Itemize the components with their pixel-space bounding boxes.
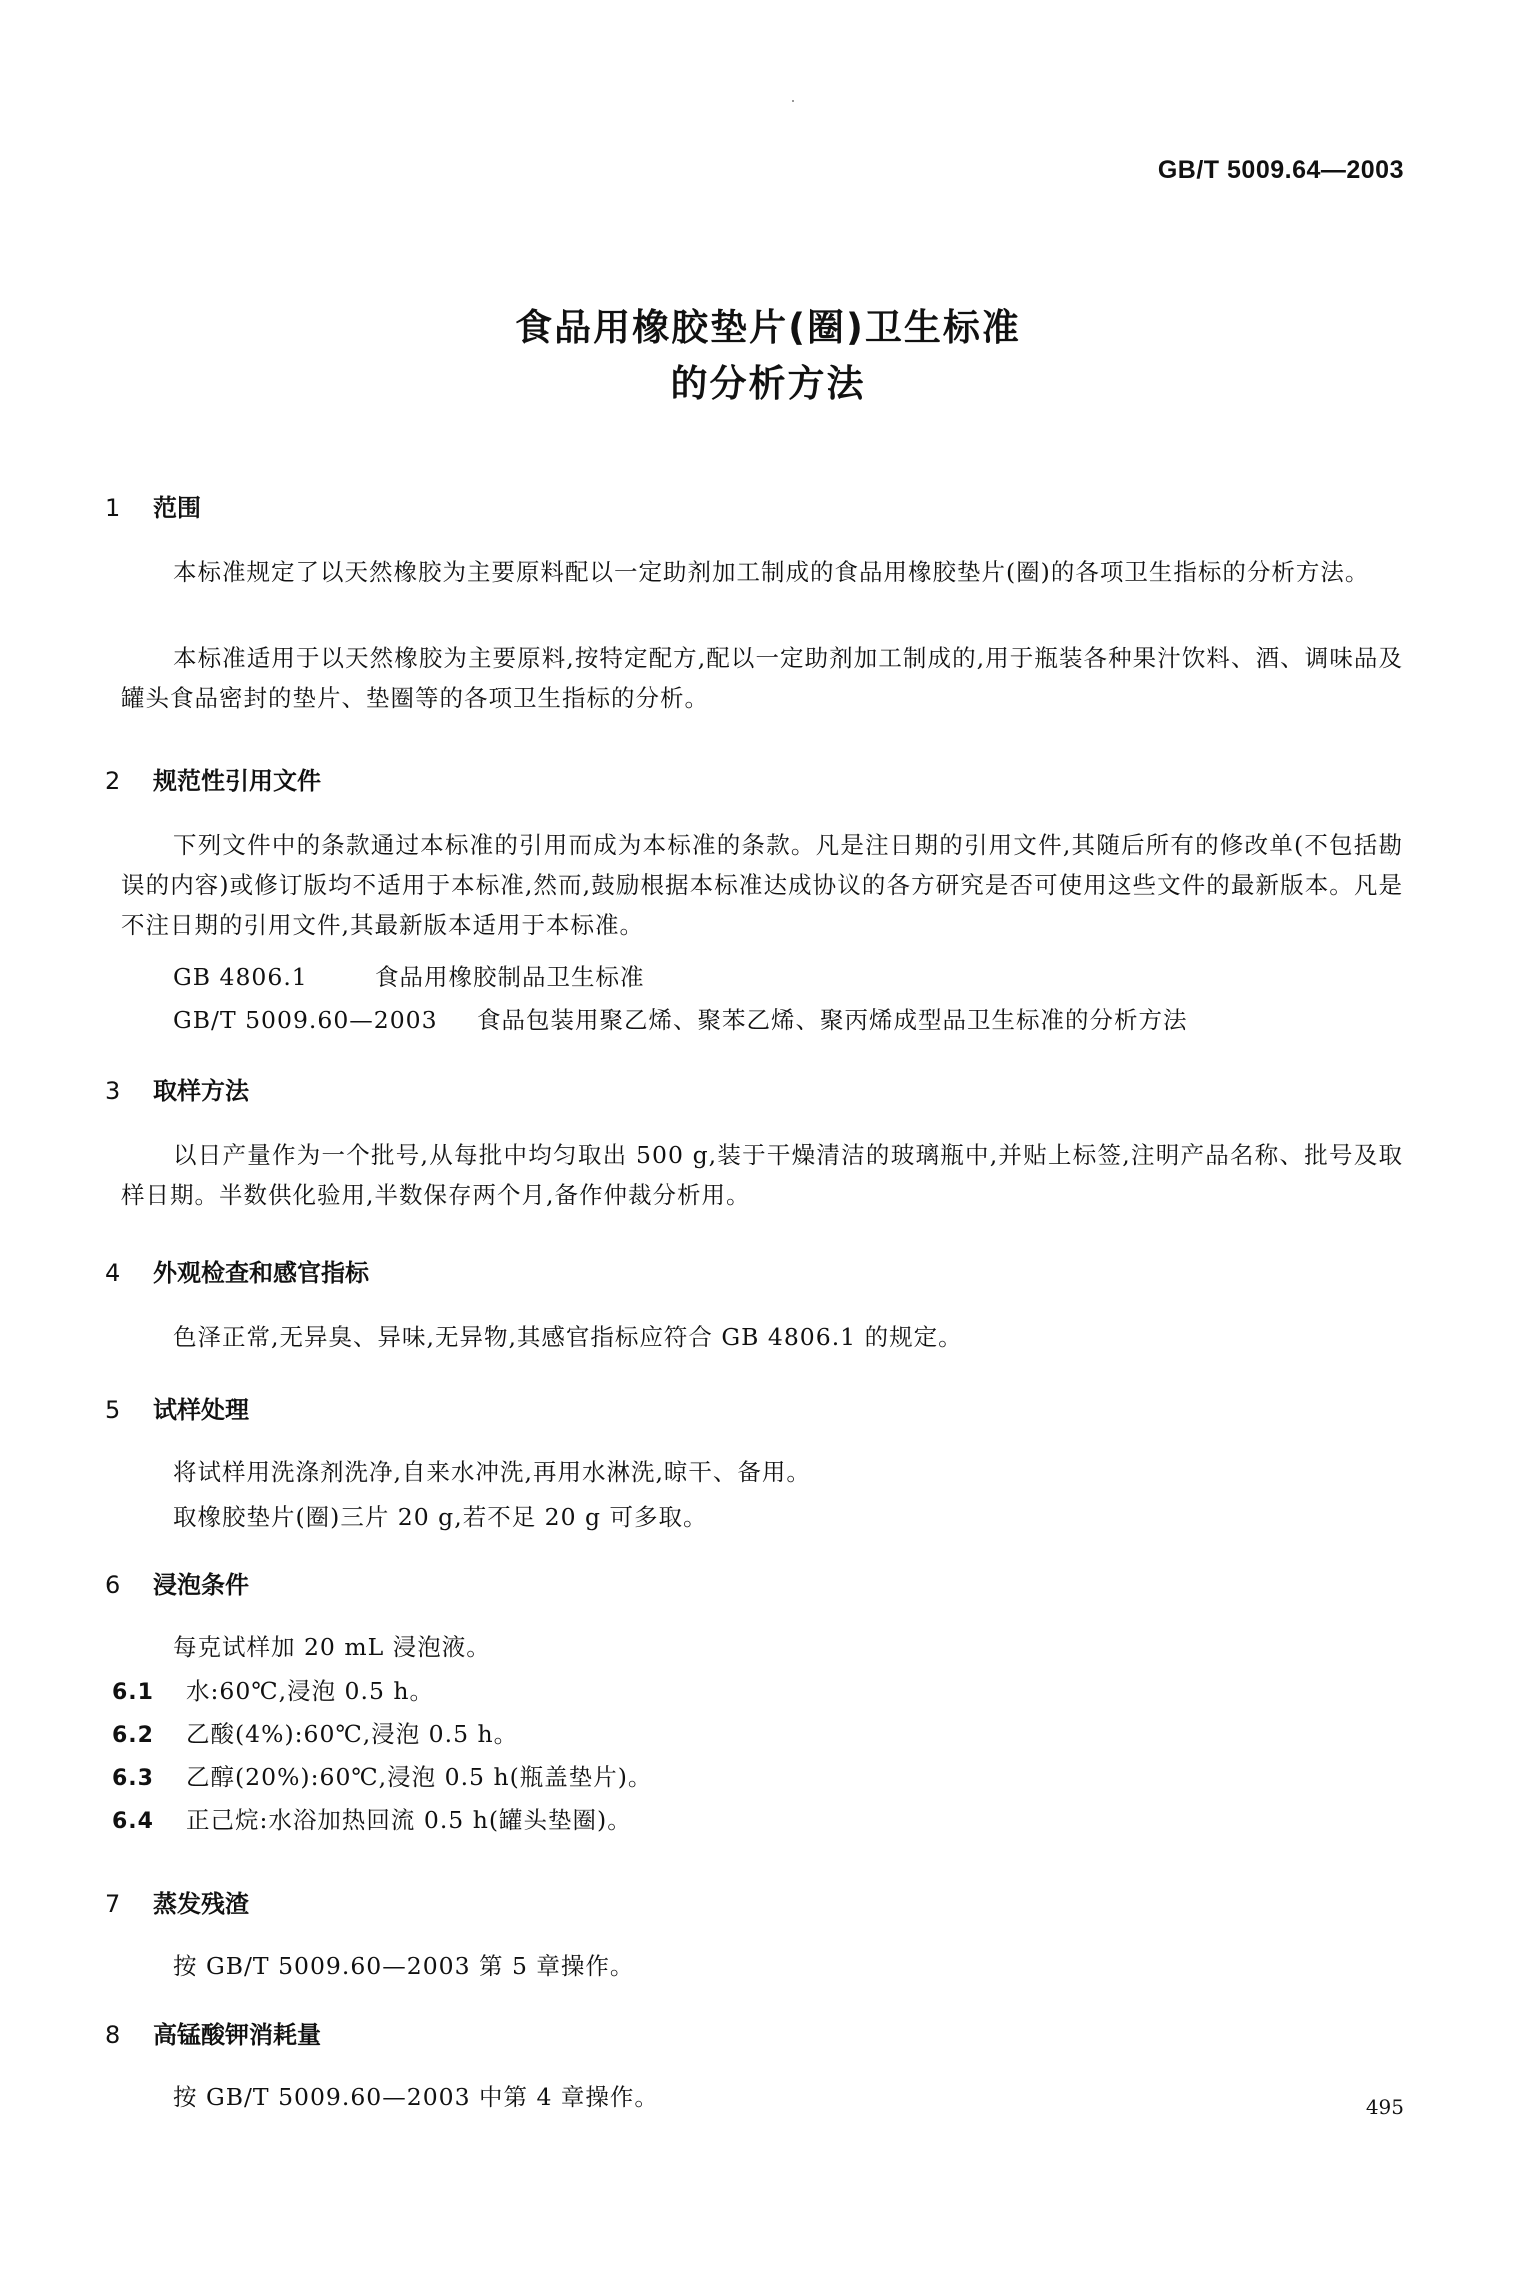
section-2-heading: [105, 764, 321, 798]
section-5-paragraph-2: 取橡胶垫片(圈)三片 20 g,若不足 20 g 可多取。: [173, 1503, 708, 1531]
subclause-item: [112, 1674, 434, 1710]
reference-code: GB 4806.1: [173, 963, 308, 991]
section-6-paragraph-1: 每克试样加 20 mL 浸泡液。: [173, 1633, 491, 1661]
subclause-text: 水:60℃,浸泡 0.5 h。: [186, 1677, 435, 1705]
section-8-paragraph-1: 按 GB/T 5009.60—2003 中第 4 章操作。: [173, 2083, 659, 2111]
section-title: 浸泡条件: [153, 1571, 249, 1599]
section-7-heading: [105, 1887, 249, 1921]
section-4-paragraph-1: 色泽正常,无异臭、异味,无异物,其感官指标应符合 GB 4806.1 的规定。: [173, 1323, 963, 1351]
subclause-number: 6.1: [112, 1680, 154, 1705]
title-line-2: 的分析方法: [670, 362, 866, 405]
section-title: 高锰酸钾消耗量: [153, 2021, 321, 2049]
section-number: 7: [105, 1890, 121, 1918]
reference-code: GB/T 5009.60—2003: [173, 1006, 438, 1034]
standard-number: GB/T 5009.64—2003: [1157, 156, 1404, 184]
reference-item: [173, 1003, 1188, 1037]
section-1-heading: [105, 491, 201, 525]
section-5-paragraph-1: 将试样用洗涤剂洗净,自来水冲洗,再用水淋洗,晾干、备用。: [173, 1458, 811, 1486]
section-3-heading: [105, 1074, 249, 1108]
section-3-paragraph-1: 以日产量作为一个批号,从每批中均匀取出 500 g,装于干燥清洁的玻璃瓶中,并贴上标签,注明产品名称、批号及取样日期。半数供化验用,半数保存两个月,备作仲裁分析用。: [121, 1141, 1403, 1209]
section-8-heading: [105, 2018, 321, 2052]
scan-speck: [792, 100, 794, 102]
subclause-number: 6.2: [112, 1723, 154, 1748]
reference-item: [173, 960, 645, 994]
section-number: 6: [105, 1571, 121, 1599]
subclause-text: 乙酸(4%):60℃,浸泡 0.5 h。: [186, 1720, 519, 1748]
section-number: 8: [105, 2021, 121, 2049]
section-number: 1: [105, 494, 121, 522]
section-4-heading: [105, 1256, 369, 1290]
section-6-heading: [105, 1568, 249, 1602]
section-number: 2: [105, 767, 121, 795]
section-number: 3: [105, 1077, 121, 1105]
subclause-text: 乙醇(20%):60℃,浸泡 0.5 h(瓶盖垫片)。: [186, 1763, 653, 1791]
reference-title: 食品用橡胶制品卫生标准: [375, 963, 645, 991]
page-number: 495: [1365, 2095, 1404, 2119]
section-1-paragraph-2: 本标准适用于以天然橡胶为主要原料,按特定配方,配以一定助剂加工制成的,用于瓶装各种果汁饮料、酒、调味品及罐头食品密封的垫片、垫圈等的各项卫生指标的分析。: [121, 644, 1403, 712]
section-7-paragraph-1: 按 GB/T 5009.60—2003 第 5 章操作。: [173, 1952, 635, 1980]
section-1-paragraph-1: 本标准规定了以天然橡胶为主要原料配以一定助剂加工制成的食品用橡胶垫片(圈)的各项卫生指标的分析方法。: [173, 558, 1370, 586]
reference-title: 食品包装用聚乙烯、聚苯乙烯、聚丙烯成型品卫生标准的分析方法: [477, 1006, 1188, 1034]
subclause-number: 6.3: [112, 1766, 154, 1791]
title-line-1: 食品用橡胶垫片(圈)卫生标准: [515, 306, 1021, 349]
section-title: 取样方法: [153, 1077, 249, 1105]
subclause-item: [112, 1803, 632, 1839]
section-title: 试样处理: [153, 1396, 249, 1424]
section-number: 5: [105, 1396, 121, 1424]
subclause-item: [112, 1717, 518, 1753]
subclause-text: 正己烷:水浴加热回流 0.5 h(罐头垫圈)。: [186, 1806, 632, 1834]
subclause-number: 6.4: [112, 1809, 154, 1834]
subclause-item: [112, 1760, 652, 1796]
section-number: 4: [105, 1259, 121, 1287]
section-2-paragraph-1: 下列文件中的条款通过本标准的引用而成为本标准的条款。凡是注日期的引用文件,其随后所有的修改单(不包括勘误的内容)或修订版均不适用于本标准,然而,鼓励根据本标准达成协议的各方研究是否可使用这些文件的最新版本。凡是不注日期的引用文件,其最新版本适用于本标准。: [121, 831, 1403, 939]
section-title: 蒸发残渣: [153, 1890, 249, 1918]
section-title: 范围: [153, 494, 201, 522]
document-title: [0, 300, 1536, 412]
section-title: 外观检查和感官指标: [153, 1259, 369, 1287]
section-title: 规范性引用文件: [153, 767, 321, 795]
section-5-heading: [105, 1393, 249, 1427]
